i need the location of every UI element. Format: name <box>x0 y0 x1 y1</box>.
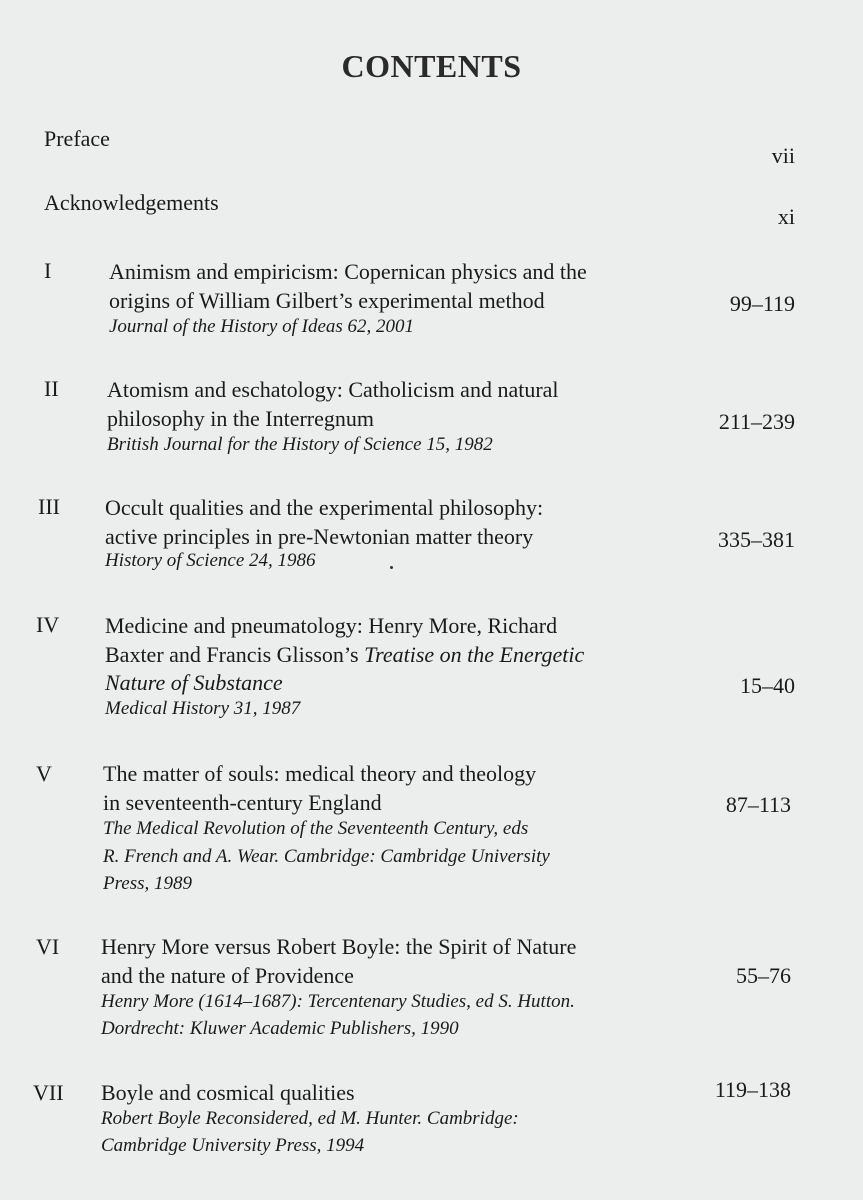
preface-pages: vii <box>771 143 795 168</box>
chapter-numeral: I <box>44 258 52 283</box>
acknowledgements-label: Acknowledgements <box>44 190 219 215</box>
chapter-pages: 119–138 <box>714 1077 791 1102</box>
chapter-title-italic: Treatise on the Energetic <box>364 642 585 667</box>
chapter-title-line: Nature of Substance <box>105 670 283 695</box>
chapter-numeral: V <box>36 761 52 786</box>
chapter-numeral: IV <box>36 612 60 637</box>
chapter-title-line: origins of William Gilbert’s experimental method <box>109 288 545 313</box>
chapter-title-line: in seventeenth-century England <box>103 790 382 815</box>
chapter-numeral: II <box>44 376 59 401</box>
chapter-title-line: Henry More versus Robert Boyle: the Spirit of Nature <box>101 934 577 959</box>
acknowledgements-pages: xi <box>777 204 795 229</box>
preface-label: Preface <box>44 126 110 151</box>
chapter-title-line: and the nature of Providence <box>101 963 354 988</box>
chapter-source: Dordrecht: Kluwer Academic Publishers, 1990 <box>101 1018 459 1039</box>
chapter-pages: 211–239 <box>718 409 795 434</box>
chapter-title-line: Boyle and cosmical qualities <box>101 1080 355 1105</box>
chapter-title-line <box>105 642 584 668</box>
chapter-source: Cambridge University Press, 1994 <box>101 1135 365 1156</box>
page-title: CONTENTS <box>341 48 522 84</box>
chapter-title-line: Animism and empiricism: Copernican physics and the <box>109 259 587 284</box>
chapter-title-text: Baxter and Francis Glisson’s <box>105 642 359 667</box>
chapter-source: Medical History 31, 1987 <box>105 698 301 719</box>
chapter-pages: 15–40 <box>740 673 795 698</box>
chapter-numeral: VII <box>33 1080 64 1105</box>
chapter-pages: 87–113 <box>725 792 791 817</box>
chapter-pages: 99–119 <box>729 291 795 316</box>
chapter-numeral: III <box>38 494 60 519</box>
chapter-pages: 335–381 <box>718 527 795 552</box>
chapter-title-line: The matter of souls: medical theory and theology <box>103 761 537 786</box>
chapter-source: R. French and A. Wear. Cambridge: Cambridge University <box>103 846 550 867</box>
chapter-source: British Journal for the History of Science 15, 1982 <box>107 434 493 455</box>
chapter-source: Henry More (1614–1687): Tercentenary Studies, ed S. Hutton. <box>101 991 575 1012</box>
chapter-source: Press, 1989 <box>103 873 193 894</box>
chapter-source: Robert Boyle Reconsidered, ed M. Hunter. Cambridge: <box>101 1108 519 1129</box>
chapter-pages: 55–76 <box>736 963 791 988</box>
chapter-title-line: Medicine and pneumatology: Henry More, Richard <box>105 613 558 638</box>
chapter-title-line: Occult qualities and the experimental philosophy: <box>105 495 544 520</box>
chapter-numeral: VI <box>36 934 60 959</box>
chapter-source: Journal of the History of Ideas 62, 2001 <box>109 316 415 337</box>
chapter-title-line: philosophy in the Interregnum <box>107 406 375 431</box>
chapter-title-line: Atomism and eschatology: Catholicism and natural <box>107 377 559 402</box>
stray-dot-mark <box>390 566 393 569</box>
chapter-title-line: active principles in pre-Newtonian matter theory <box>105 524 534 549</box>
chapter-source: The Medical Revolution of the Seventeenth Century, eds <box>103 818 529 839</box>
chapter-source: History of Science 24, 1986 <box>105 550 316 571</box>
